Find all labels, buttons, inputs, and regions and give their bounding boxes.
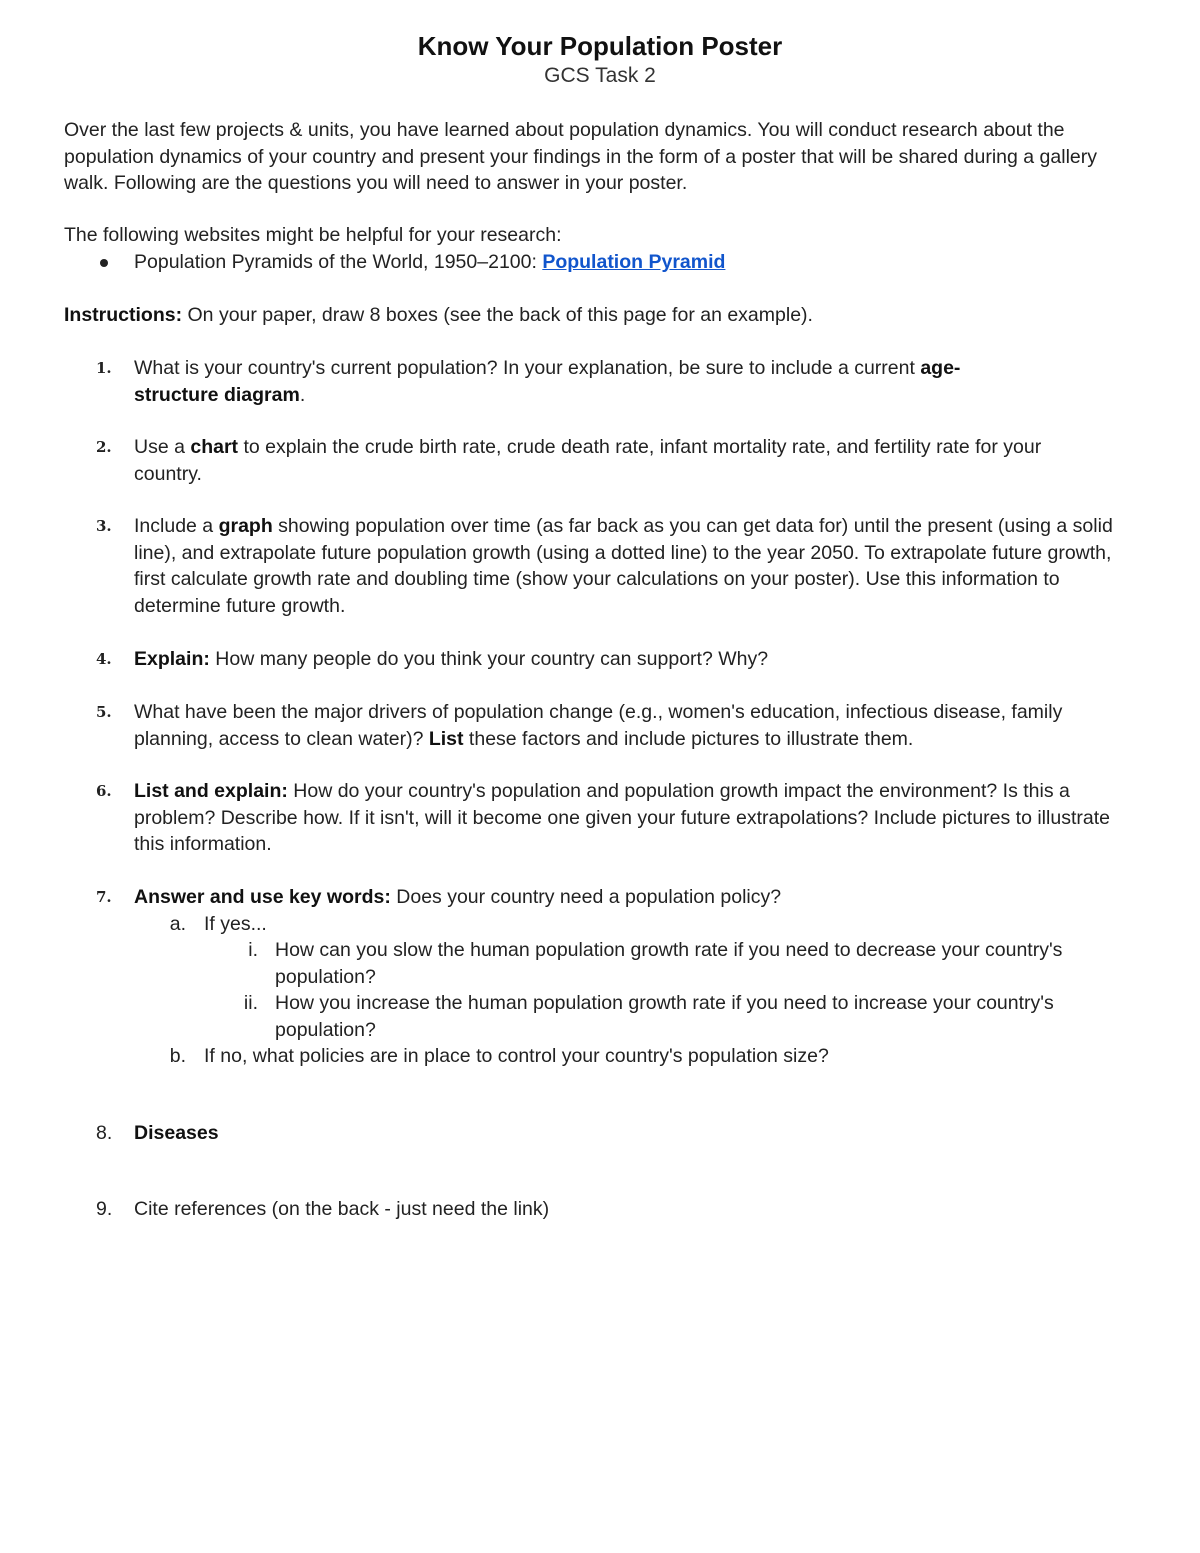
list-item-text-part: How many people do you think your country can support? Why? [209, 648, 769, 670]
list-item-text [134, 1120, 1144, 1147]
list-item-number: 8. [96, 1122, 113, 1144]
instructions-label: Instructions: [64, 304, 183, 326]
document-subtitle: GCS Task 2 [544, 64, 656, 87]
list-item-text [134, 434, 1114, 487]
list-item-text [134, 778, 1124, 858]
list-item-number: 6. [96, 782, 112, 800]
list-item-bold: Diseases [134, 1122, 219, 1144]
websites-intro: The following websites might be helpful for your research: [64, 224, 562, 246]
list-item-text-part: How do your country's population and population growth impact the environment? Is this a problem? Describe how. If it isn't, will it become one given your future extrapolations? Include pictures to illustrate this information. [134, 780, 1110, 855]
list-item-text-part: Use a [134, 436, 191, 458]
list-item-text-part: Does your country need a population policy? [390, 886, 782, 908]
list-item-bold: graph [218, 515, 273, 537]
sub-item-marker: a. [169, 913, 186, 935]
list-item-text-part: What is your country's current population? In your explanation, be sure to include a current [134, 357, 921, 379]
website-bullet-text [134, 249, 725, 276]
list-item-bold: Answer and use key words: [134, 886, 391, 908]
list-item-text-part: these factors and include pictures to illustrate them. [463, 727, 914, 750]
list-item-text [134, 355, 1014, 408]
sub-item-text: If yes... [204, 913, 267, 935]
list-item [64, 884, 1144, 1074]
list-item-number: 9. [96, 1198, 113, 1220]
sub-sub-item-text: How you increase the human population growth rate if you need to increase your country's population? [275, 992, 1054, 1041]
list-item-text [134, 513, 1124, 619]
list-item-text [134, 699, 1124, 752]
instructions-text: On your paper, draw 8 boxes (see the back of this page for an example). [182, 304, 813, 326]
website-bullet-prefix: Population Pyramids of the World, 1950–2100: [134, 251, 543, 273]
sub-item-marker: b. [169, 1045, 186, 1067]
list-item-text [134, 646, 1144, 673]
document-title: Know Your Population Poster [417, 31, 783, 61]
instructions-line [64, 302, 1144, 329]
sub-sub-item-text: How can you slow the human population growth rate if you need to decrease your country's population? [275, 939, 1063, 988]
list-item-text: Cite references (on the back - just need the link) [134, 1198, 550, 1220]
sub-sub-item-marker: i. [248, 939, 258, 961]
list-item-number: 1. [96, 359, 112, 377]
list-item-text-part: showing population over time (as far back as you can get data for) until the present (using a solid line), and extrapolate future population growth (using a dotted line) to the year 2050. To extrapolate future growth, first calculate growth rate and doubling time (show your calculations on your poster). Use this information to determine future growth. [134, 515, 1113, 617]
list-item-number: 2. [96, 438, 112, 456]
list-item-text-part: Include a [134, 515, 219, 537]
list-item-text [134, 884, 1144, 911]
list-item-number: 7. [96, 888, 112, 906]
list-item-number: 3. [96, 517, 112, 535]
list-item-text-part: . [299, 383, 306, 406]
list-item-text-part: What have been the major drivers of population change (e.g., women's education, infectious disease, family planning, access to clean water)? [134, 701, 1063, 750]
list-item-number: 5. [96, 703, 112, 721]
list-item-bold: List [428, 727, 464, 750]
intro-paragraph: Over the last few projects & units, you have learned about population dynamics. You will conduct research about the population dynamics of your country and present your findings in the form of a poster that will be shared during a gallery walk. Following are the questions you will need to answer in your poster. [64, 119, 1097, 194]
sub-sub-item-marker: ii. [243, 992, 258, 1014]
list-item-number: 4. [96, 650, 112, 668]
list-item-bold: List and explain: [134, 780, 288, 802]
list-item-bold: age-structure diagram [134, 357, 961, 406]
list-item-bold: chart [190, 436, 239, 458]
sub-item-text: If no, what policies are in place to control your country's population size? [204, 1045, 829, 1067]
list-item-bold: Explain: [134, 648, 210, 670]
bullet-icon [100, 259, 108, 267]
population-pyramid-link[interactable]: Population Pyramid [542, 251, 726, 273]
list-item-text-part: to explain the crude birth rate, crude death rate, infant mortality rate, and fertility rate for your country. [134, 436, 1042, 485]
